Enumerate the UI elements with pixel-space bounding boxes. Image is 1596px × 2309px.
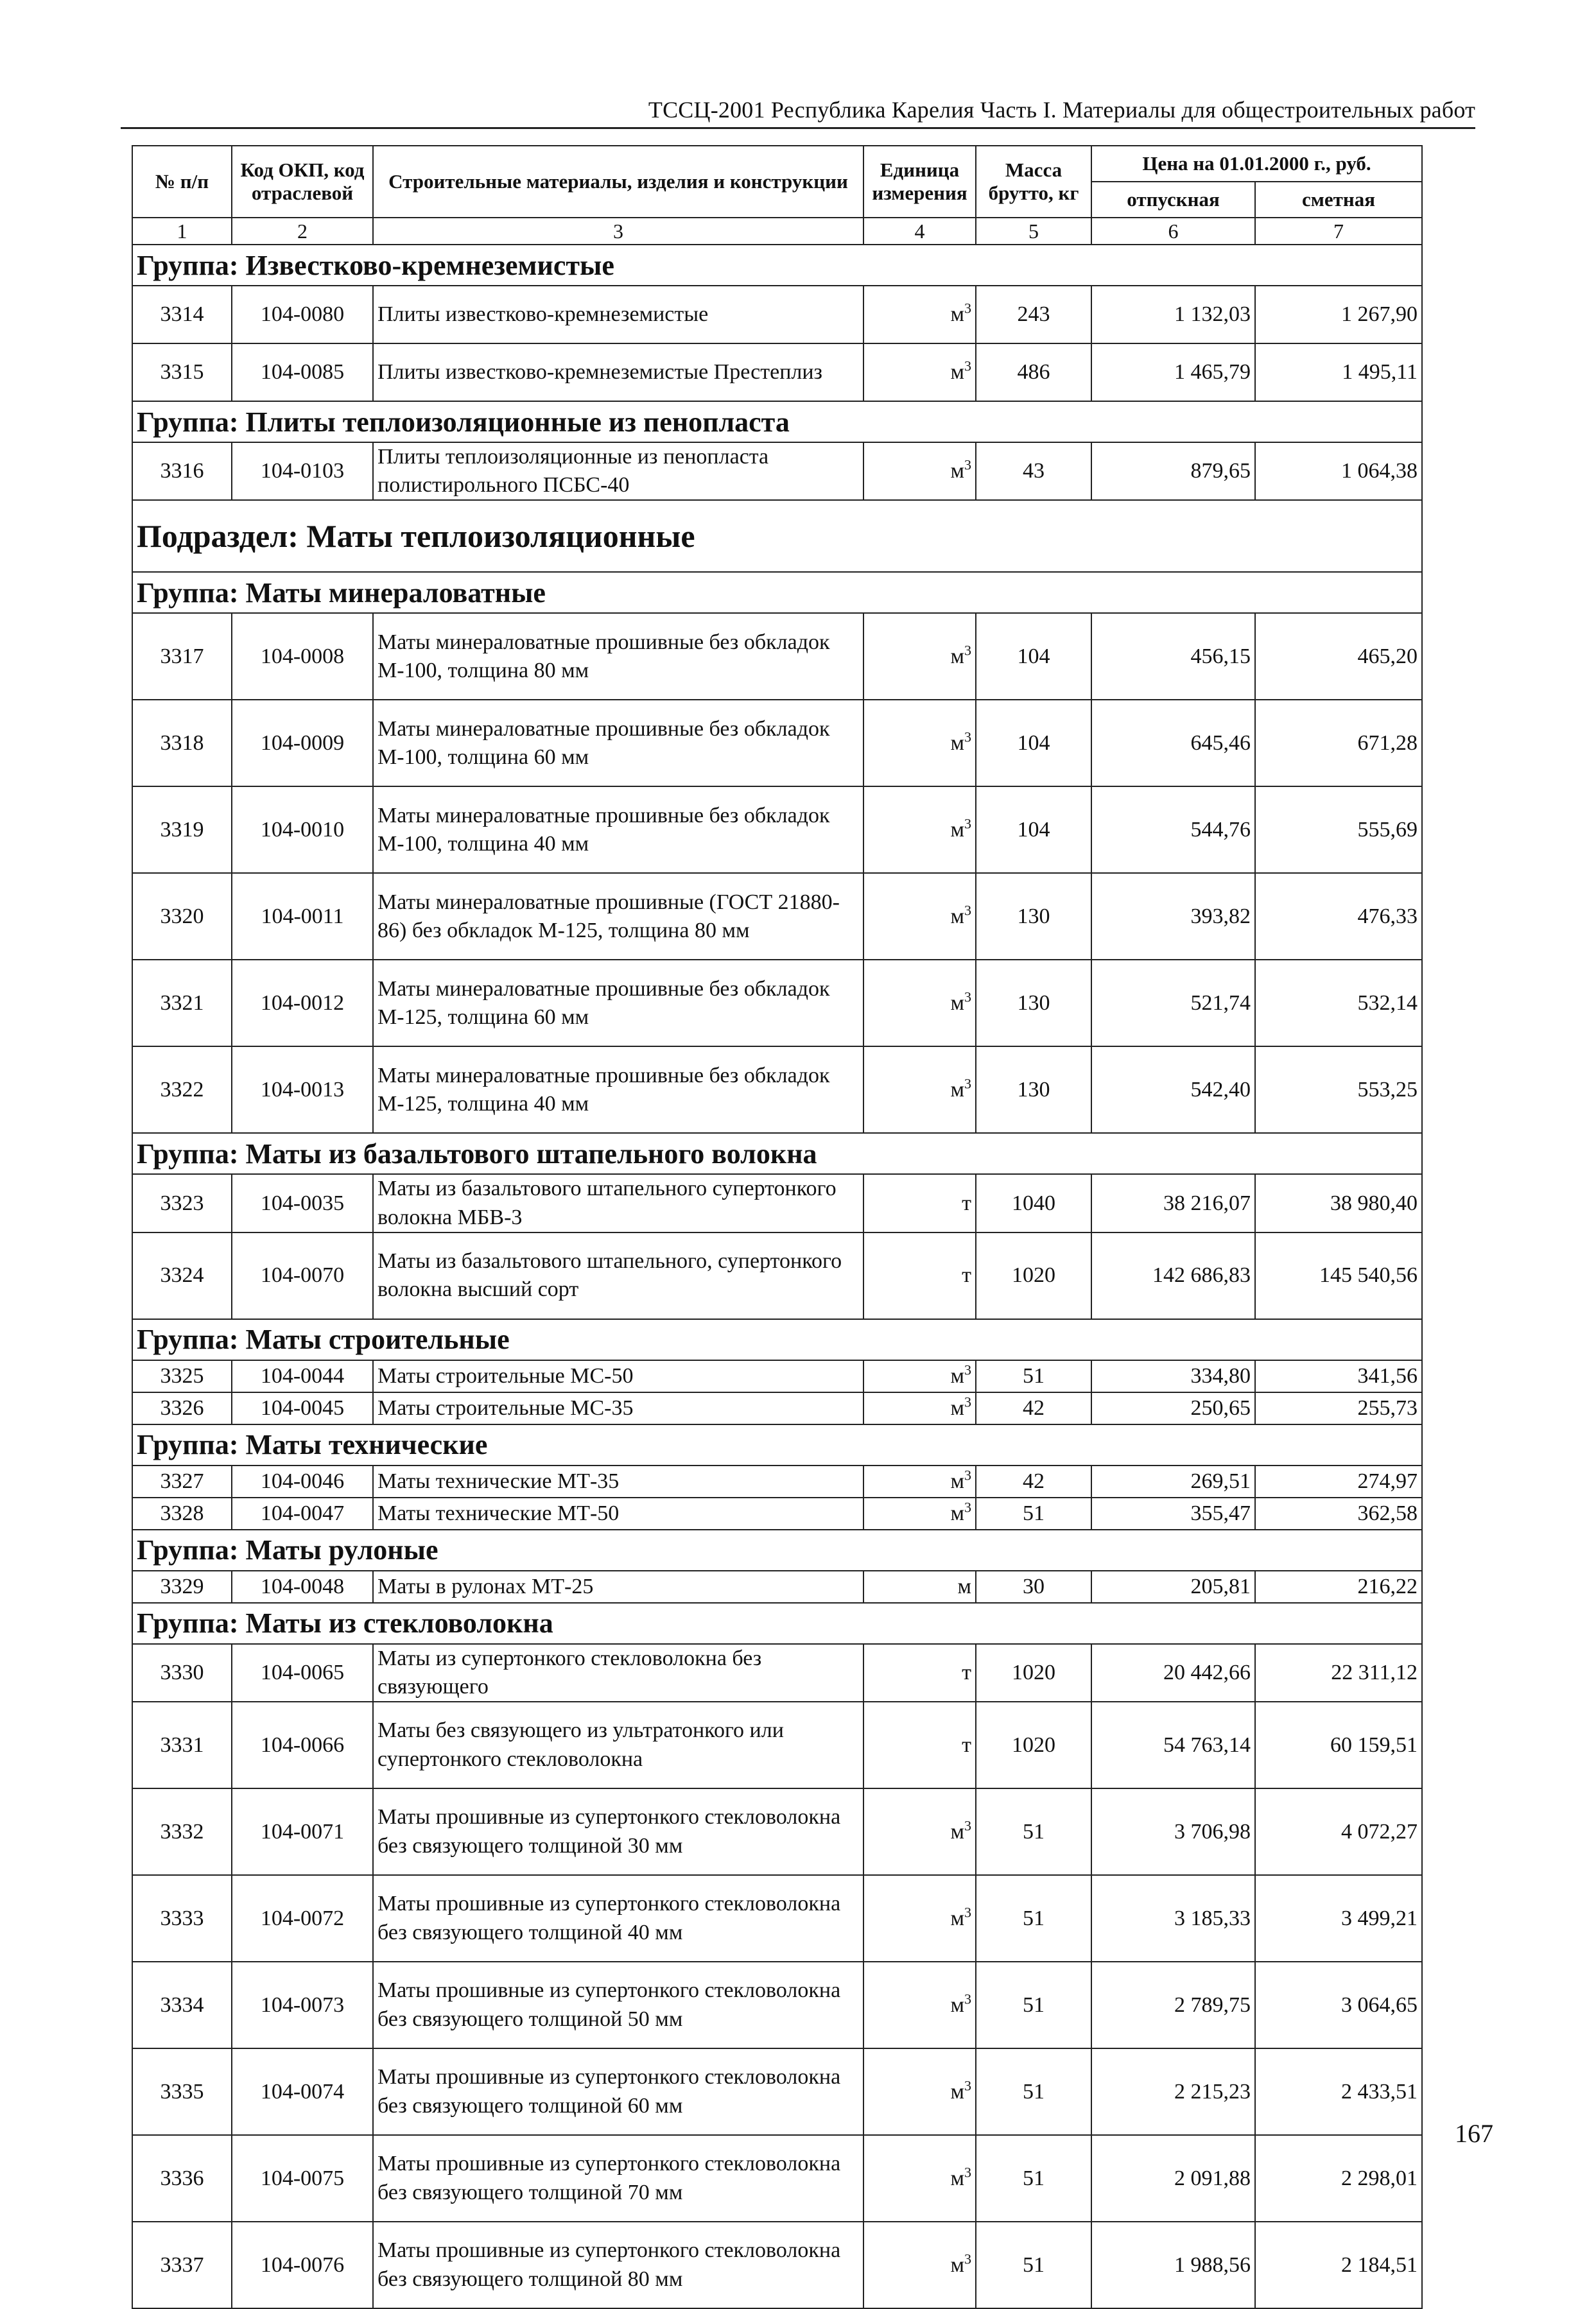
row-unit — [863, 960, 976, 1046]
row-price-estimate: 2 184,51 — [1255, 2222, 1422, 2308]
table-row — [132, 1875, 1422, 1962]
row-name: Маты прошивные из супертонкого стекловолокна без связующего толщиной 70 мм — [373, 2135, 863, 2222]
table-row — [132, 343, 1422, 401]
row-name: Плиты теплоизоляционные из пенопласта полистирольного ПСБС-40 — [373, 442, 863, 500]
unit-exponent: 3 — [964, 729, 971, 745]
row-price-release: 2 091,88 — [1091, 2135, 1255, 2222]
row-price-release: 542,40 — [1091, 1046, 1255, 1133]
header-unit: Единица измерения — [863, 146, 976, 218]
table-row — [132, 873, 1422, 960]
row-mass: 51 — [976, 1360, 1091, 1392]
row-code: 104-0073 — [232, 1962, 373, 2048]
unit-text: м — [950, 302, 964, 326]
page-header — [121, 90, 1475, 129]
row-name: Маты минераловатные прошивные (ГОСТ 21880-86) без обкладок М-125, толщина 80 мм — [373, 873, 863, 960]
row-code: 104-0010 — [232, 786, 373, 873]
row-code: 104-0008 — [232, 613, 373, 700]
row-price-release: 38 216,07 — [1091, 1174, 1255, 1232]
unit-text: т — [962, 1191, 971, 1215]
row-price-estimate: 341,56 — [1255, 1360, 1422, 1392]
table-row — [132, 1962, 1422, 2048]
table-row — [132, 1046, 1422, 1133]
row-mass: 1020 — [976, 1702, 1091, 1788]
row-unit — [863, 1498, 976, 1530]
row-price-release: 355,47 — [1091, 1498, 1255, 1530]
row-mass: 30 — [976, 1571, 1091, 1603]
row-number: 3327 — [132, 1466, 232, 1498]
row-price-release: 269,51 — [1091, 1466, 1255, 1498]
row-unit — [863, 786, 976, 873]
unit-text: м — [950, 817, 964, 842]
row-code: 104-0074 — [232, 2048, 373, 2135]
row-price-release: 1 988,56 — [1091, 2222, 1255, 2308]
row-code: 104-0009 — [232, 700, 373, 786]
unit-text: м — [950, 990, 964, 1015]
row-number: 3330 — [132, 1644, 232, 1702]
group-title: Группа: Маты рулоные — [132, 1530, 1422, 1571]
row-name: Плиты известково-кремнеземистые — [373, 286, 863, 343]
unit-text: м — [950, 1819, 964, 1844]
row-price-release: 3 185,33 — [1091, 1875, 1255, 1962]
unit-text: м — [950, 2079, 964, 2104]
row-mass: 1020 — [976, 1232, 1091, 1319]
group-row — [132, 401, 1422, 442]
row-price-estimate: 216,22 — [1255, 1571, 1422, 1603]
row-name: Маты минераловатные прошивные без обкладок М-100, толщина 80 мм — [373, 613, 863, 700]
row-mass: 51 — [976, 1788, 1091, 1875]
row-price-estimate: 1 064,38 — [1255, 442, 1422, 500]
row-unit — [863, 2222, 976, 2308]
row-name: Маты прошивные из супертонкого стекловолокна без связующего толщиной 40 мм — [373, 1875, 863, 1962]
group-row — [132, 572, 1422, 613]
row-price-estimate: 2 433,51 — [1255, 2048, 1422, 2135]
unit-exponent: 3 — [964, 358, 971, 374]
table-row — [132, 1571, 1422, 1603]
group-title: Группа: Маты строительные — [132, 1319, 1422, 1360]
row-unit — [863, 2048, 976, 2135]
table-row — [132, 1498, 1422, 1530]
row-price-estimate: 362,58 — [1255, 1498, 1422, 1530]
row-name: Маты минераловатные прошивные без обкладок М-100, толщина 40 мм — [373, 786, 863, 873]
row-code: 104-0035 — [232, 1174, 373, 1232]
row-code: 104-0071 — [232, 1788, 373, 1875]
row-code: 104-0046 — [232, 1466, 373, 1498]
unit-text: м — [950, 2166, 964, 2190]
unit-text: м — [950, 731, 964, 755]
row-number: 3320 — [132, 873, 232, 960]
row-code: 104-0075 — [232, 2135, 373, 2222]
row-code: 104-0013 — [232, 1046, 373, 1133]
unit-exponent: 3 — [964, 1467, 971, 1483]
unit-text: м — [950, 360, 964, 384]
column-index: 3 — [373, 218, 863, 245]
row-number: 3335 — [132, 2048, 232, 2135]
row-code: 104-0085 — [232, 343, 373, 401]
row-price-estimate: 1 495,11 — [1255, 343, 1422, 401]
row-mass: 104 — [976, 613, 1091, 700]
row-number: 3324 — [132, 1232, 232, 1319]
row-code: 104-0044 — [232, 1360, 373, 1392]
row-number: 3323 — [132, 1174, 232, 1232]
table-row — [132, 613, 1422, 700]
row-mass: 130 — [976, 960, 1091, 1046]
row-price-release: 2 215,23 — [1091, 2048, 1255, 2135]
unit-text: м — [950, 1396, 964, 1420]
row-number: 3315 — [132, 343, 232, 401]
row-code: 104-0072 — [232, 1875, 373, 1962]
row-name: Маты прошивные из супертонкого стекловолокна без связующего толщиной 30 мм — [373, 1788, 863, 1875]
row-name: Маты строительные МС-35 — [373, 1392, 863, 1424]
unit-text: м — [950, 904, 964, 928]
unit-text: м — [950, 1363, 964, 1388]
row-name: Плиты известково-кремнеземистые Престеплиз — [373, 343, 863, 401]
column-index: 6 — [1091, 218, 1255, 245]
unit-exponent: 3 — [964, 2251, 971, 2267]
column-index: 2 — [232, 218, 373, 245]
header-title: ТССЦ-2001 Республика Карелия Часть I. Материалы для общестроительных работ — [648, 97, 1475, 123]
row-code: 104-0066 — [232, 1702, 373, 1788]
table-row — [132, 960, 1422, 1046]
row-price-release: 645,46 — [1091, 700, 1255, 786]
group-row — [132, 245, 1422, 286]
unit-exponent: 3 — [964, 642, 971, 659]
row-number: 3331 — [132, 1702, 232, 1788]
row-mass: 42 — [976, 1392, 1091, 1424]
row-number: 3328 — [132, 1498, 232, 1530]
row-code: 104-0065 — [232, 1644, 373, 1702]
unit-exponent: 3 — [964, 1904, 971, 1921]
row-code: 104-0076 — [232, 2222, 373, 2308]
row-unit — [863, 1232, 976, 1319]
group-title: Группа: Плиты теплоизоляционные из пенопласта — [132, 401, 1422, 442]
row-mass: 1020 — [976, 1644, 1091, 1702]
group-row — [132, 1530, 1422, 1571]
row-mass: 51 — [976, 1498, 1091, 1530]
table-row — [132, 1644, 1422, 1702]
column-index-row — [132, 218, 1422, 245]
table-row — [132, 786, 1422, 873]
row-price-estimate: 145 540,56 — [1255, 1232, 1422, 1319]
unit-text: т — [962, 1660, 971, 1684]
row-unit — [863, 1466, 976, 1498]
row-price-estimate: 555,69 — [1255, 786, 1422, 873]
row-name: Маты без связующего из ультратонкого или супертонкого стекловолокна — [373, 1702, 863, 1788]
row-number: 3319 — [132, 786, 232, 873]
row-unit — [863, 1360, 976, 1392]
row-mass: 486 — [976, 343, 1091, 401]
unit-text: м — [950, 1501, 964, 1525]
subsection-title: Подраздел: Маты теплоизоляционные — [132, 500, 1422, 572]
unit-exponent: 3 — [964, 2164, 971, 2181]
row-unit — [863, 343, 976, 401]
unit-exponent: 3 — [964, 2077, 971, 2094]
unit-exponent: 3 — [964, 300, 971, 316]
row-price-estimate: 671,28 — [1255, 700, 1422, 786]
row-number: 3317 — [132, 613, 232, 700]
row-price-estimate: 2 298,01 — [1255, 2135, 1422, 2222]
row-price-estimate: 22 311,12 — [1255, 1644, 1422, 1702]
row-mass: 104 — [976, 700, 1091, 786]
row-number: 3336 — [132, 2135, 232, 2222]
table-row — [132, 1232, 1422, 1319]
group-title: Группа: Маты минераловатные — [132, 572, 1422, 613]
row-code: 104-0070 — [232, 1232, 373, 1319]
header-no: № п/п — [132, 146, 232, 218]
row-price-release: 205,81 — [1091, 1571, 1255, 1603]
row-number: 3326 — [132, 1392, 232, 1424]
row-code: 104-0012 — [232, 960, 373, 1046]
column-index: 5 — [976, 218, 1091, 245]
row-price-release: 456,15 — [1091, 613, 1255, 700]
row-mass: 51 — [976, 1962, 1091, 2048]
column-index: 7 — [1255, 218, 1422, 245]
group-row — [132, 1603, 1422, 1644]
unit-text: м — [950, 459, 964, 483]
table-row — [132, 1788, 1422, 1875]
row-unit — [863, 1875, 976, 1962]
table-row — [132, 442, 1422, 500]
row-price-estimate: 4 072,27 — [1255, 1788, 1422, 1875]
row-number: 3337 — [132, 2222, 232, 2308]
header-price-release: отпускная — [1091, 182, 1255, 218]
group-row — [132, 1133, 1422, 1174]
table-body — [132, 245, 1422, 2308]
row-unit — [863, 1571, 976, 1603]
unit-text: м — [950, 2253, 964, 2277]
row-unit — [863, 613, 976, 700]
row-name: Маты строительные МС-50 — [373, 1360, 863, 1392]
unit-exponent: 3 — [964, 456, 971, 473]
unit-exponent: 3 — [964, 815, 971, 832]
column-index: 4 — [863, 218, 976, 245]
row-mass: 51 — [976, 2135, 1091, 2222]
group-title: Группа: Маты из базальтового штапельного волокна — [132, 1133, 1422, 1174]
row-price-release: 250,65 — [1091, 1392, 1255, 1424]
header-price-group: Цена на 01.01.2000 г., руб. — [1091, 146, 1422, 182]
row-price-release: 142 686,83 — [1091, 1232, 1255, 1319]
unit-exponent: 3 — [964, 1362, 971, 1378]
row-mass: 43 — [976, 442, 1091, 500]
row-price-estimate: 1 267,90 — [1255, 286, 1422, 343]
group-title: Группа: Маты технические — [132, 1424, 1422, 1466]
row-number: 3333 — [132, 1875, 232, 1962]
row-price-estimate: 38 980,40 — [1255, 1174, 1422, 1232]
row-unit — [863, 1702, 976, 1788]
row-name: Маты технические МТ-50 — [373, 1498, 863, 1530]
row-price-estimate: 3 499,21 — [1255, 1875, 1422, 1962]
row-mass: 51 — [976, 1875, 1091, 1962]
row-code: 104-0011 — [232, 873, 373, 960]
row-code: 104-0047 — [232, 1498, 373, 1530]
row-price-release: 879,65 — [1091, 442, 1255, 500]
row-unit — [863, 286, 976, 343]
row-mass: 104 — [976, 786, 1091, 873]
row-price-estimate: 3 064,65 — [1255, 1962, 1422, 2048]
row-code: 104-0048 — [232, 1571, 373, 1603]
page-number: 167 — [1455, 2119, 1493, 2148]
table-row — [132, 700, 1422, 786]
row-mass: 51 — [976, 2048, 1091, 2135]
row-mass: 130 — [976, 1046, 1091, 1133]
unit-text: т — [962, 1733, 971, 1757]
unit-text: т — [962, 1263, 971, 1288]
row-mass: 1040 — [976, 1174, 1091, 1232]
table-row — [132, 1174, 1422, 1232]
table-row — [132, 2222, 1422, 2308]
row-name: Маты прошивные из супертонкого стекловолокна без связующего толщиной 60 мм — [373, 2048, 863, 2135]
row-number: 3322 — [132, 1046, 232, 1133]
unit-exponent: 3 — [964, 1817, 971, 1834]
subsection-row — [132, 500, 1422, 572]
table-row — [132, 286, 1422, 343]
row-name: Маты прошивные из супертонкого стекловолокна без связующего толщиной 80 мм — [373, 2222, 863, 2308]
row-price-release: 20 442,66 — [1091, 1644, 1255, 1702]
row-number: 3318 — [132, 700, 232, 786]
row-price-release: 521,74 — [1091, 960, 1255, 1046]
table-row — [132, 1360, 1422, 1392]
row-unit — [863, 1788, 976, 1875]
unit-exponent: 3 — [964, 902, 971, 919]
row-unit — [863, 1644, 976, 1702]
unit-text: м — [950, 1469, 964, 1493]
table-row — [132, 1702, 1422, 1788]
row-price-release: 393,82 — [1091, 873, 1255, 960]
unit-exponent: 3 — [964, 1991, 971, 2007]
unit-text: м — [957, 1574, 971, 1598]
unit-exponent: 3 — [964, 1394, 971, 1410]
row-unit — [863, 442, 976, 500]
group-row — [132, 1319, 1422, 1360]
row-price-estimate: 476,33 — [1255, 873, 1422, 960]
row-price-release: 3 706,98 — [1091, 1788, 1255, 1875]
row-code: 104-0045 — [232, 1392, 373, 1424]
row-unit — [863, 1392, 976, 1424]
row-name: Маты минераловатные прошивные без обкладок М-100, толщина 60 мм — [373, 700, 863, 786]
row-name: Маты минераловатные прошивные без обкладок М-125, толщина 60 мм — [373, 960, 863, 1046]
row-name: Маты технические МТ-35 — [373, 1466, 863, 1498]
row-price-release: 1 132,03 — [1091, 286, 1255, 343]
header-name: Строительные материалы, изделия и конструкции — [373, 146, 863, 218]
table-row — [132, 2048, 1422, 2135]
row-unit — [863, 1046, 976, 1133]
row-number: 3325 — [132, 1360, 232, 1392]
group-title: Группа: Известково-кремнеземистые — [132, 245, 1422, 286]
row-mass: 51 — [976, 2222, 1091, 2308]
row-price-estimate: 255,73 — [1255, 1392, 1422, 1424]
unit-text: м — [950, 644, 964, 668]
row-mass: 243 — [976, 286, 1091, 343]
unit-text: м — [950, 1906, 964, 1930]
row-number: 3316 — [132, 442, 232, 500]
row-price-estimate: 532,14 — [1255, 960, 1422, 1046]
row-unit — [863, 1174, 976, 1232]
row-unit — [863, 873, 976, 960]
row-number: 3321 — [132, 960, 232, 1046]
row-price-release: 1 465,79 — [1091, 343, 1255, 401]
row-name: Маты минераловатные прошивные без обкладок М-125, толщина 40 мм — [373, 1046, 863, 1133]
unit-exponent: 3 — [964, 1499, 971, 1516]
row-price-release: 54 763,14 — [1091, 1702, 1255, 1788]
header-mass: Масса брутто, кг — [976, 146, 1091, 218]
row-price-estimate: 274,97 — [1255, 1466, 1422, 1498]
row-unit — [863, 700, 976, 786]
unit-exponent: 3 — [964, 989, 971, 1005]
row-name: Маты прошивные из супертонкого стекловолокна без связующего толщиной 50 мм — [373, 1962, 863, 2048]
row-name: Маты из супертонкого стекловолокна без связующего — [373, 1644, 863, 1702]
row-price-release: 2 789,75 — [1091, 1962, 1255, 2048]
row-unit — [863, 1962, 976, 2048]
table-row — [132, 1466, 1422, 1498]
row-number: 3334 — [132, 1962, 232, 2048]
row-mass: 42 — [976, 1466, 1091, 1498]
row-number: 3314 — [132, 286, 232, 343]
row-name: Маты в рулонах МТ-25 — [373, 1571, 863, 1603]
row-mass: 130 — [976, 873, 1091, 960]
row-price-release: 544,76 — [1091, 786, 1255, 873]
header-price-estimate: сметная — [1255, 182, 1422, 218]
row-number: 3329 — [132, 1571, 232, 1603]
column-index: 1 — [132, 218, 232, 245]
table-row — [132, 1392, 1422, 1424]
row-number: 3332 — [132, 1788, 232, 1875]
row-price-release: 334,80 — [1091, 1360, 1255, 1392]
row-name: Маты из базальтового штапельного супертонкого волокна МБВ-3 — [373, 1174, 863, 1232]
price-table — [132, 145, 1423, 2309]
row-code: 104-0080 — [232, 286, 373, 343]
row-price-estimate: 553,25 — [1255, 1046, 1422, 1133]
row-name: Маты из базальтового штапельного, супертонкого волокна высший сорт — [373, 1232, 863, 1319]
group-row — [132, 1424, 1422, 1466]
row-price-estimate: 465,20 — [1255, 613, 1422, 700]
group-title: Группа: Маты из стекловолокна — [132, 1603, 1422, 1644]
unit-text: м — [950, 1077, 964, 1102]
row-unit — [863, 2135, 976, 2222]
row-price-estimate: 60 159,51 — [1255, 1702, 1422, 1788]
row-code: 104-0103 — [232, 442, 373, 500]
unit-text: м — [950, 1993, 964, 2017]
unit-exponent: 3 — [964, 1075, 971, 1092]
header-code: Код ОКП, код отраслевой — [232, 146, 373, 218]
table-row — [132, 2135, 1422, 2222]
